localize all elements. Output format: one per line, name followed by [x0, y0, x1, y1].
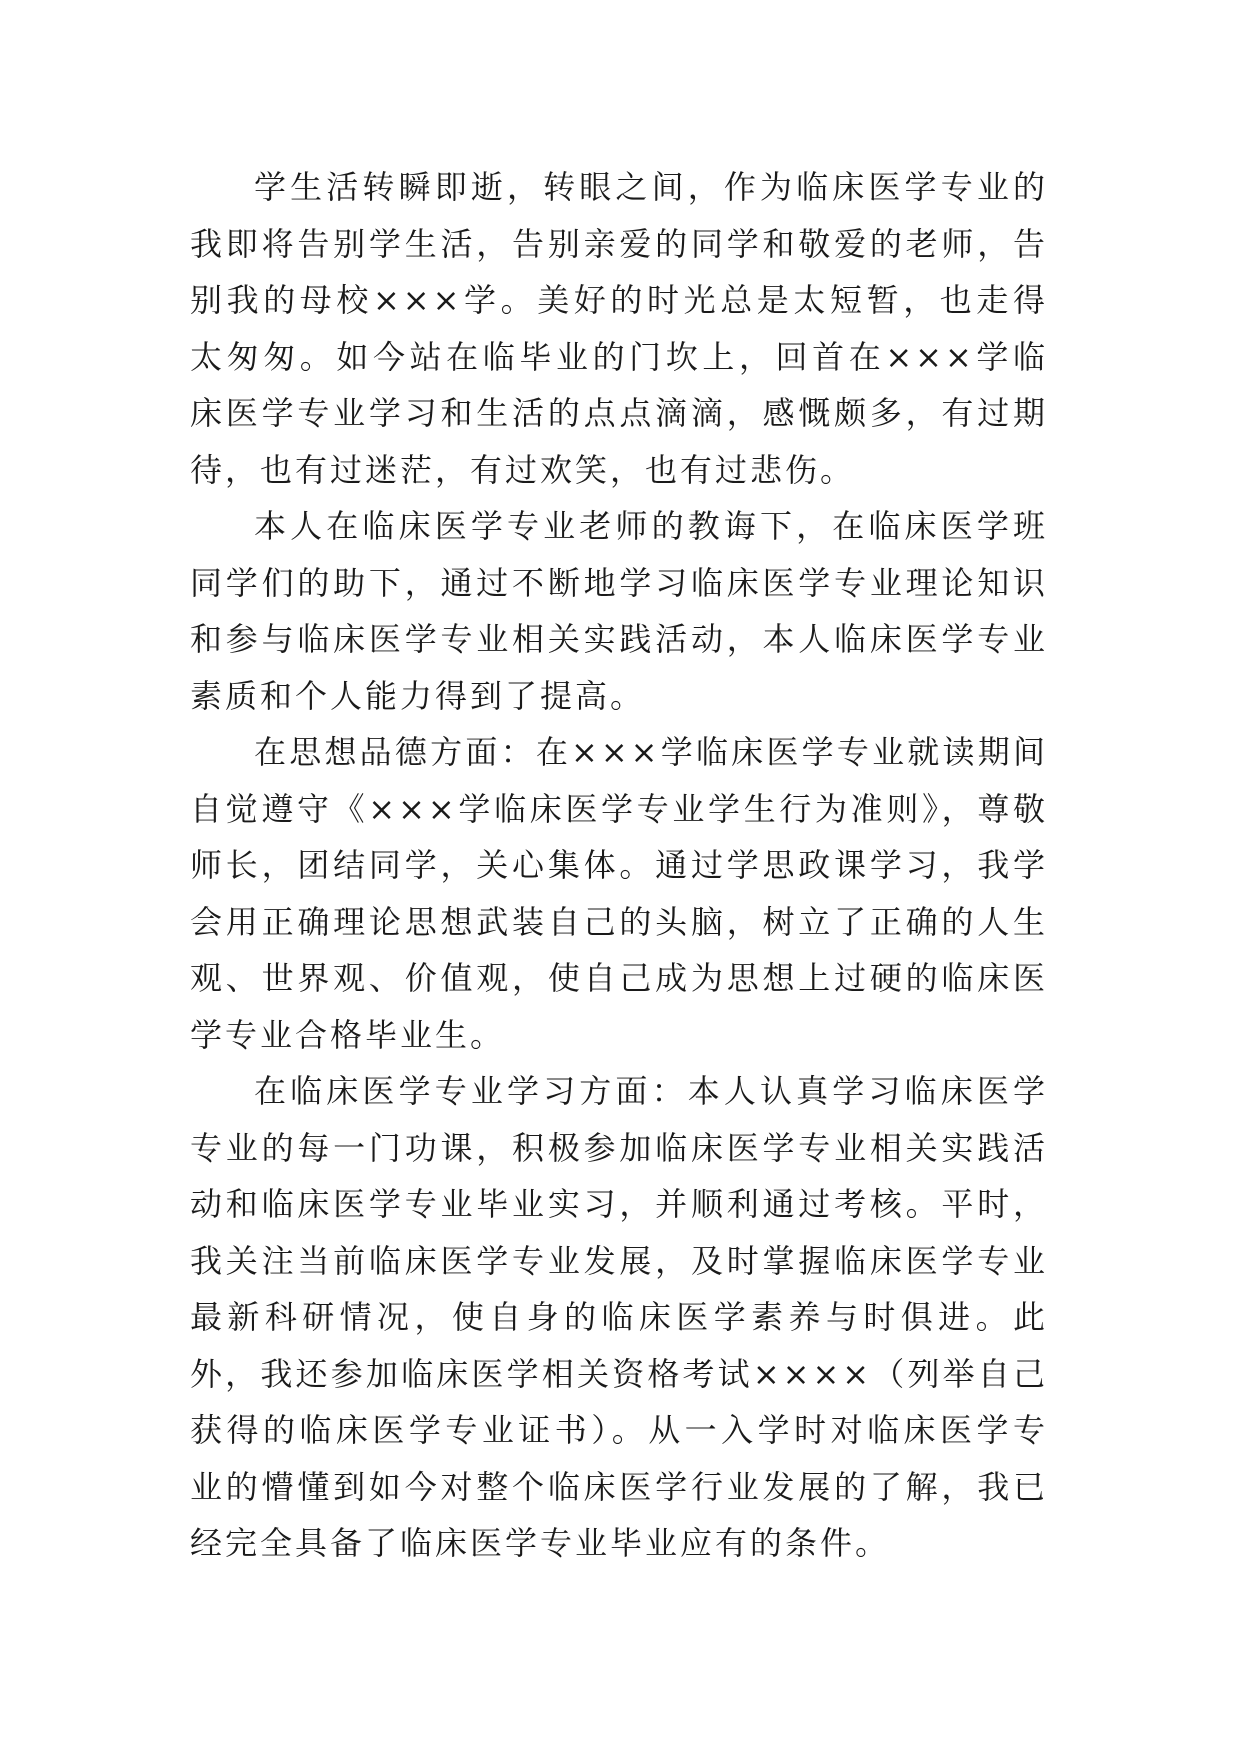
- paragraph-moral-character: 在思想品德方面：在×××学临床医学专业就读期间自觉遵守《×××学临床医学专业学生行为准则》，尊敬师长，团结同学，关心集体。通过学思政课学习，我学会用正确理论思想武装自己的头脑，树立了正确的人生观、世界观、价值观，使自己成为思想上过硬的临床医学专业合格毕业生。: [190, 733, 1048, 1054]
- document-body: [190, 159, 1048, 1572]
- paragraph-intro: 学生活转瞬即逝，转眼之间，作为临床医学专业的我即将告别学生活，告别亲爱的同学和敬爱的老师，告别我的母校×××学。美好的时光总是太短暂，也走得太匆匆。如今站在临毕业的门坎上，回首在×××学临床医学专业学习和生活的点点滴滴，感慨颇多，有过期待，也有过迷茫，有过欢笑，也有过悲伤。: [190, 168, 1048, 489]
- paragraph-professional-study: 在临床医学专业学习方面：本人认真学习临床医学专业的每一门功课，积极参加临床医学专业相关实践活动和临床医学专业毕业实习，并顺利通过考核。平时，我关注当前临床医学专业发展，及时掌握临床医学专业最新科研情况，使自身的临床医学素养与时俱进。此外，我还参加临床医学相关资格考试××××（列举自己获得的临床医学专业证书）。从一入学时对临床医学专业的懵懂到如今对整个临床医学行业发展的了解，我已经完全具备了临床医学专业毕业应有的条件。: [190, 1072, 1048, 1562]
- paragraph-improvement: 本人在临床医学专业老师的教诲下，在临床医学班同学们的助下，通过不断地学习临床医学专业理论知识和参与临床医学专业相关实践活动，本人临床医学专业素质和个人能力得到了提高。: [190, 507, 1048, 715]
